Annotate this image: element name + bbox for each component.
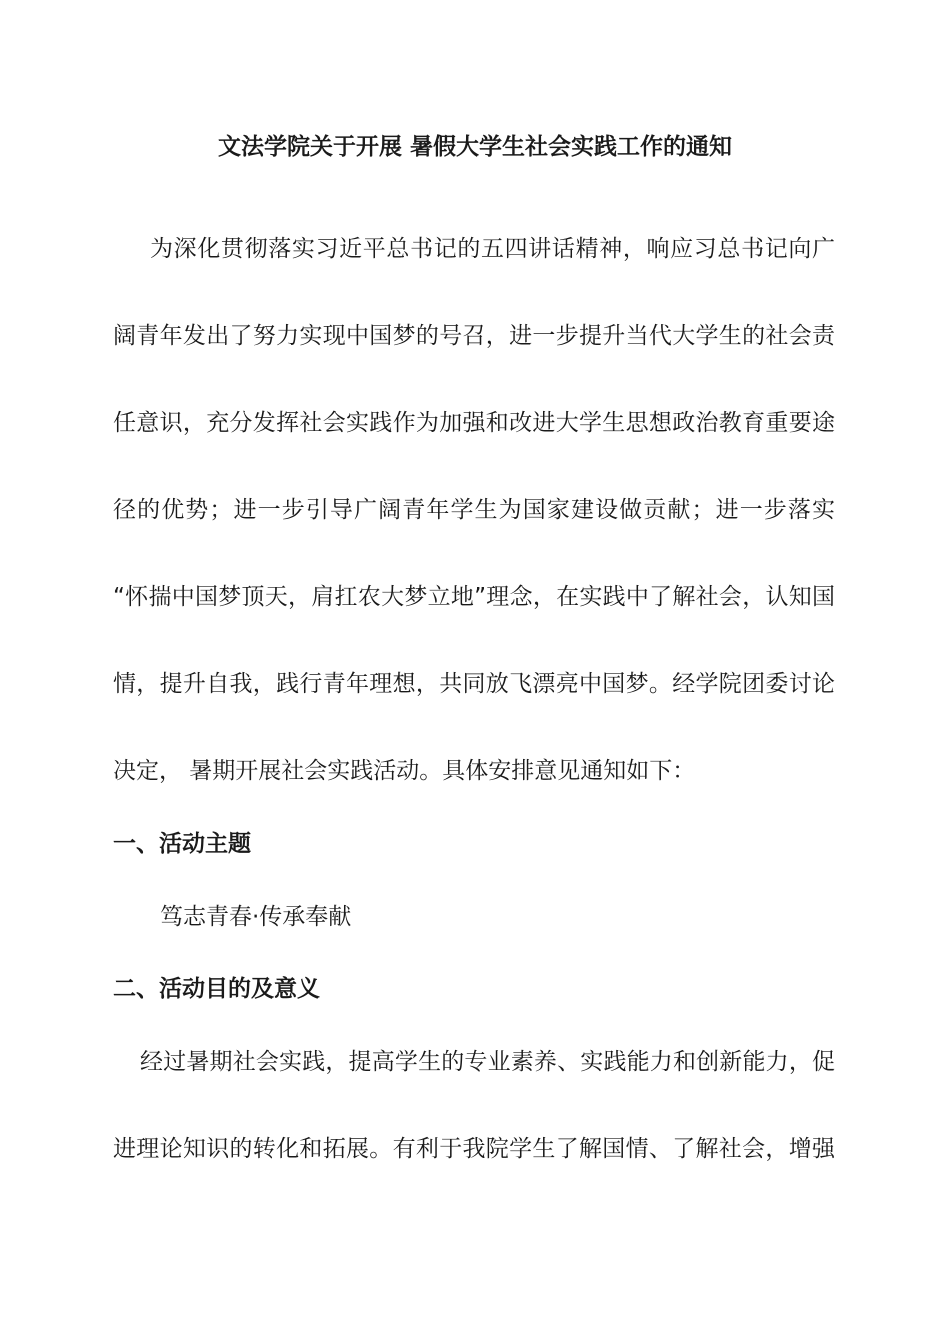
intro-line-6: 情，提升自我，践行青年理想，共同放飞漂亮中国梦。经学院团委讨论 — [113, 671, 835, 697]
section-1-theme: 笃志青春·传承奉献 — [160, 904, 352, 930]
intro-line-2: 阔青年发出了努力实现中国梦的号召，进一步提升当代大学生的社会责 — [113, 323, 835, 349]
intro-line-4: 径的优势；进一步引导广阔青年学生为国家建设做贡献；进一步落实 — [113, 497, 835, 523]
intro-line-7: 决定， 暑期开展社会实践活动。具体安排意见通知如下： — [113, 758, 696, 784]
intro-line-5: “怀揣中国梦顶天，肩扛农大梦立地”理念，在实践中了解社会，认知国 — [113, 584, 835, 610]
section-2-line-2: 进理论知识的转化和拓展。有利于我院学生了解国情、了解社会，增强 — [113, 1136, 835, 1162]
section-2-line-1: 经过暑期社会实践，提高学生的专业素养、实践能力和创新能力，促 — [140, 1049, 835, 1075]
section-2-heading: 二、活动目的及意义 — [113, 976, 320, 1002]
document-title: 文法学院关于开展 暑假大学生社会实践工作的通知 — [217, 134, 732, 160]
intro-line-1: 为深化贯彻落实习近平总书记的五四讲话精神，响应习总书记向广 — [150, 236, 835, 262]
intro-line-3: 任意识，充分发挥社会实践作为加强和改进大学生思想政治教育重要途 — [113, 410, 835, 436]
section-1-heading: 一、活动主题 — [113, 831, 251, 857]
